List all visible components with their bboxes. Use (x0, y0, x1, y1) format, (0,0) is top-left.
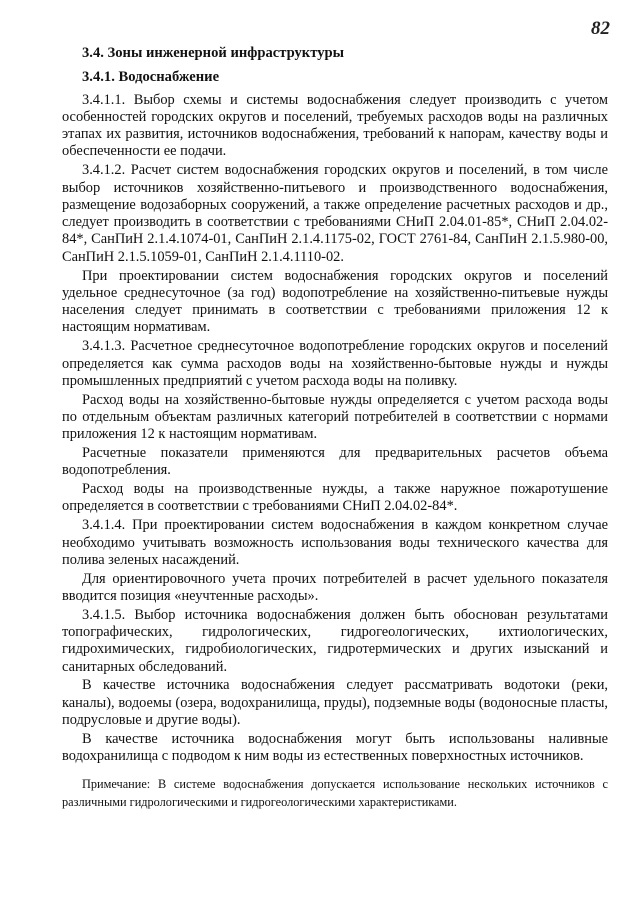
section-title: 3.4. Зоны инженерной инфраструктуры (82, 45, 345, 61)
paragraph: При проектировании систем водоснабжения городских округов и поселений удельное среднесуточное (за год) водопотребление на хозяйственно-питьевые нужды населения следует принимать в соответствии с требованиями приложения 12 к настоящим нормативам. (62, 267, 608, 336)
paragraph: Расход воды на производственные нужды, а также наружное пожаротушение определяется в соответствии с требованиями СНиП 2.04.02-84*. (62, 481, 608, 515)
page-number: 82 (591, 18, 610, 39)
paragraph: Расход воды на хозяйственно-бытовые нужды определяется с учетом расхода воды по отдельным объектам различных категорий потребителей в соответствии с нормами приложения 12 к настоящим нормативам. (62, 391, 608, 443)
paragraph: В качестве источника водоснабжения могут быть использованы наливные водохранилища с подводом к ним воды из естественных поверхностных источников. (62, 730, 608, 765)
document-body (62, 45, 608, 824)
paragraph: Расчетные показатели применяются для предварительных расчетов объема водопотребления. (62, 445, 608, 479)
note: Примечание: В системе водоснабжения допускается использование нескольких источников с различными гидрологическими и гидрогеологическими характеристиками. (62, 777, 608, 810)
paragraph: 3.4.1.4. При проектировании систем водоснабжения в каждом конкретном случае необходимо учитывать возможность использования воды технического качества для полива зеленых насаждений. (62, 517, 608, 568)
subsection-title: 3.4.1. Водоснабжение (82, 69, 220, 86)
paragraph: В качестве источника водоснабжения следует рассматривать водотоки (реки, каналы), водоемы (озера, водохранилища, пруды), подземные воды (водоносные пласты, подрусловые и другие воды). (62, 677, 608, 728)
paragraph: Для ориентировочного учета прочих потребителей в расчет удельного показателя вводится позиция «неучтенные расходы». (62, 570, 608, 604)
paragraph: 3.4.1.3. Расчетное среднесуточное водопотребление городских округов и поселений определяется как сумма расходов воды на хозяйственно-бытовые нужды и нужды промышленных предприятий с учетом расхода воды на поливку. (62, 338, 608, 389)
paragraph: 3.4.1.2. Расчет систем водоснабжения городских округов и поселений, в том числе выбор источников хозяйственно-питьевого и производственного водоснабжения, размещение водозаборных сооружений, а также определение расчетных расходов и др., следует производить в соответствии с требованиями СНиП 2.04.01-85*, СНиП 2.04.02-84*, СанПиН 2.1.4.1074-01, СанПиН 2.1.4.1175-02, ГОСТ 2761-84, СанПиН 2.1.5.980-00, СанПиН 2.1.5.1059-01, СанПиН 2.1.4.1110-02. (62, 162, 608, 265)
paragraph: 3.4.1.1. Выбор схемы и системы водоснабжения следует производить с учетом особенностей городских округов и поселений, требуемых расходов воды на различных этапах их развития, источников водоснабжения, требований к напорам, качеству воды и обеспеченности ее подачи. (62, 91, 608, 160)
paragraph: 3.4.1.5. Выбор источника водоснабжения должен быть обоснован результатами топографических, гидрологических, гидрогеологических, ихтиологических, гидрохимических, гидробиологических, гидротермических и других изысканий и санитарных обследований. (62, 606, 608, 675)
